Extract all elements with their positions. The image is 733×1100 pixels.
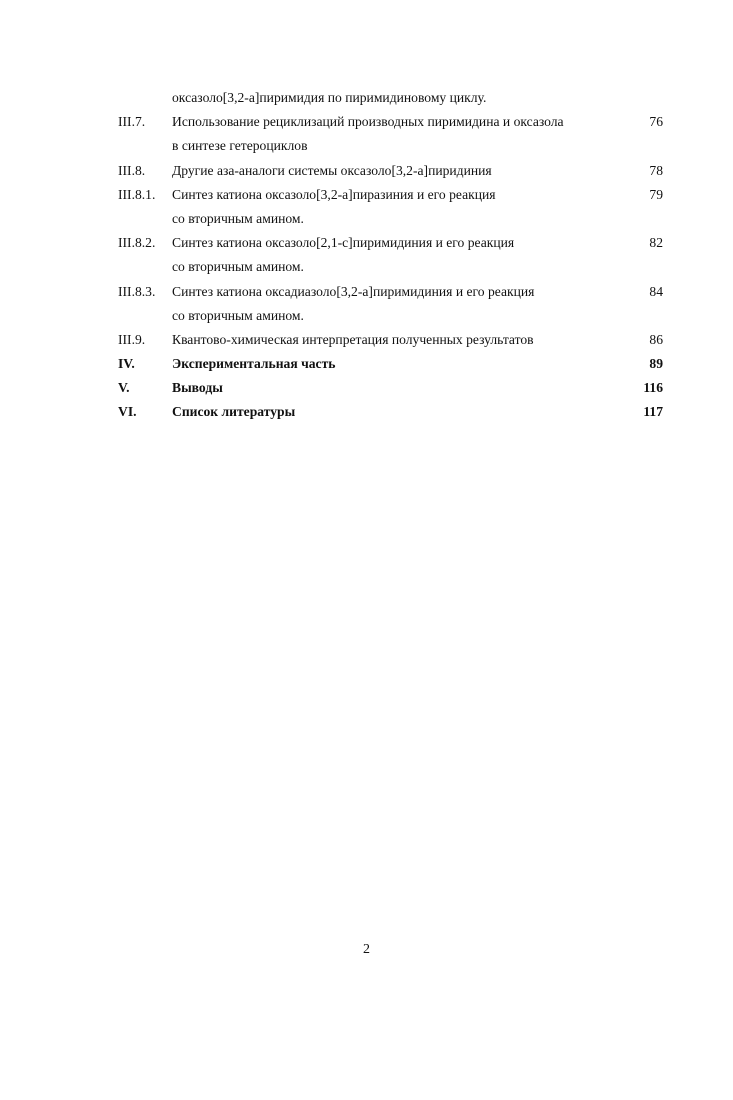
toc-entry-iii-7 [118, 110, 663, 158]
toc-entry-page: 82 [649, 235, 663, 251]
toc-entry-title: Синтез катиона оксазоло[3,2-a]пиразиния и его реакция [172, 186, 496, 202]
toc-entry-page: 86 [649, 331, 663, 347]
toc-entry-page: 84 [649, 283, 663, 299]
toc-entry-v [118, 376, 663, 400]
toc-entry-title-continued: в синтезе гетероциклов [172, 138, 308, 154]
toc-entry-iii-8-2 [118, 231, 663, 279]
toc-entry-iii-9 [118, 328, 663, 352]
toc-entry-title: оксазоло[3,2-a]пиримидия по пиримидиновому циклу. [172, 90, 487, 105]
toc-entry-number: III.8.3. [118, 283, 156, 299]
toc-entry-number: III.8. [118, 162, 146, 178]
toc-entry-title: Список литературы [172, 404, 296, 420]
toc-entry-page: 76 [649, 114, 663, 130]
toc-entry-page: 89 [649, 356, 663, 372]
toc-entry-number: III.8.1. [118, 186, 156, 202]
toc-entry-title: Другие аза-аналоги системы оксазоло[3,2-a]пиридиния [172, 162, 492, 178]
toc-entry-continuation [118, 86, 663, 110]
toc-entry-vi [118, 400, 663, 424]
toc-entry-page: 117 [643, 404, 663, 420]
toc-entry-title: Синтез катиона оксадиазоло[3,2-a]пиримидиния и его реакция [172, 283, 535, 299]
toc-entry-title: Синтез катиона оксазоло[2,1-c]пиримидиния и его реакция [172, 235, 515, 251]
toc-entry-page: 78 [649, 162, 663, 178]
toc-entry-title-continued: со вторичным амином. [172, 210, 304, 226]
toc-entry-number: V. [118, 380, 130, 396]
toc-entry-title: Выводы [172, 380, 223, 396]
toc-entry-title: Использование рециклизаций производных пиримидина и оксазола [172, 114, 564, 130]
toc-entry-title-continued: со вторичным амином. [172, 259, 304, 275]
toc-entry-title: Экспериментальная часть [172, 356, 336, 372]
toc-entry-page: 116 [643, 380, 663, 396]
toc-entry-number: VI. [118, 404, 137, 420]
toc-entry-iv [118, 352, 663, 376]
toc-entry-iii-8-3 [118, 280, 663, 328]
toc-entry-number: III.8.2. [118, 235, 156, 251]
toc-entry-title-continued: со вторичным амином. [172, 307, 304, 323]
toc-entry-number: IV. [118, 356, 135, 372]
toc-entry-number: III.9. [118, 331, 146, 347]
toc-entry-page: 79 [649, 186, 663, 202]
toc-entry-number: III.7. [118, 114, 146, 130]
table-of-contents [118, 86, 663, 425]
page-number: 2 [363, 942, 370, 957]
toc-entry-iii-8-1 [118, 183, 663, 231]
toc-entry-iii-8 [118, 159, 663, 183]
toc-entry-title: Квантово-химическая интерпретация полученных результатов [172, 331, 534, 347]
